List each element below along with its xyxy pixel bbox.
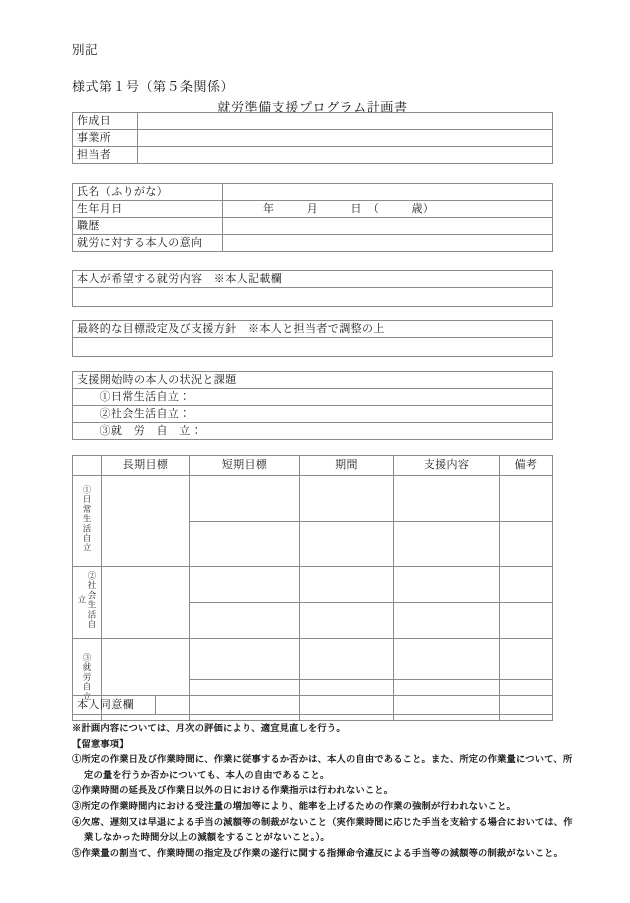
goals-category-label: ①日常生活自立 [82, 484, 92, 553]
table-row [73, 338, 553, 357]
person-info-table [72, 183, 553, 252]
goals-period-field[interactable] [300, 476, 394, 522]
table-row [73, 389, 553, 406]
indent-spacer [73, 406, 96, 423]
office-field[interactable] [138, 130, 553, 147]
goals-period-field[interactable] [300, 521, 394, 567]
goals-col-support: 支援内容 [394, 456, 500, 476]
table-header-row [73, 456, 553, 476]
table-row [73, 201, 553, 218]
goals-remarks-field[interactable] [500, 603, 553, 639]
table-row [73, 113, 553, 130]
goals-short-term-field[interactable] [190, 521, 300, 567]
note-item-2-line-1: ②作業時間の延長及び作業日以外の日における作業指示は行われないこと。 [72, 786, 394, 797]
work-intent-field[interactable] [223, 235, 553, 252]
desired-work-table [72, 270, 553, 307]
note-item-4-line-1: ④欠席、遅刻又は早退による手当の減額等の制裁がないこと（実作業時間に応じた手当を支給する場合においては、作 [72, 817, 573, 828]
table-row [73, 639, 553, 680]
table-row [73, 235, 553, 252]
table-row [73, 321, 553, 338]
status-item-employment[interactable]: ③就 労 自 立： [96, 423, 553, 440]
table-row [73, 423, 553, 440]
table-row [73, 288, 553, 307]
consent-table [72, 695, 553, 715]
goals-remarks-field[interactable] [500, 639, 553, 680]
creation-date-label: 作成日 [73, 113, 138, 130]
goals-long-term-field[interactable] [102, 476, 190, 567]
birthdate-age-unit: 歳） [411, 203, 435, 215]
work-history-label: 職歴 [73, 218, 223, 235]
goals-remarks-field[interactable] [500, 476, 553, 522]
goals-remarks-field[interactable] [500, 567, 553, 603]
note-item-4-line-2: 業しなかった時間分以上の減額をすることがないこと。）。 [84, 833, 330, 844]
form-number: 様式第１号（第５条関係） [72, 79, 235, 94]
staff-field[interactable] [138, 147, 553, 164]
table-row [73, 184, 553, 201]
indent-spacer [73, 389, 96, 406]
goals-short-term-field[interactable] [190, 603, 300, 639]
table-row [73, 567, 553, 603]
goals-short-term-field[interactable] [190, 476, 300, 522]
work-history-field[interactable] [223, 218, 553, 235]
birthdate-year-unit: 年 [263, 203, 275, 215]
final-goal-table [72, 320, 553, 357]
goals-category-label: ②社会生活自立 [77, 570, 97, 630]
birthdate-day-unit: 日 （ [350, 203, 380, 215]
table-row [73, 271, 553, 288]
office-label: 事業所 [73, 130, 138, 147]
note-item-5-line-1: ⑤作業量の割当て、作業時間の指定及び作業の遂行に関する指揮命令違反による手当等の減額等の制裁がないこと。 [72, 848, 564, 859]
goals-category-daily-life [73, 476, 102, 567]
status-table [72, 371, 553, 440]
goals-col-short-term: 短期目標 [190, 456, 300, 476]
goals-support-field[interactable] [394, 521, 500, 567]
page-title: 就労準備支援プログラム計画書 [217, 100, 408, 115]
goals-support-field[interactable] [394, 476, 500, 522]
note-item-1-line-2: 定の量を行うか否かについても、本人の自由であること。 [84, 770, 330, 781]
appendix-label: 別記 [72, 43, 99, 57]
table-row [73, 406, 553, 423]
name-label: 氏名（ふりがな） [73, 184, 223, 201]
goals-period-field[interactable] [300, 639, 394, 680]
table-row [73, 696, 553, 715]
note-item-1-line-1: ①所定の作業日及び作業時間に、作業に従事するか否かは、本人の自由であること。また、所定の作業量について、所 [72, 755, 573, 766]
goals-col-long-term: 長期目標 [102, 456, 190, 476]
status-item-daily-life[interactable]: ①日常生活自立： [96, 389, 553, 406]
work-intent-label: 就労に対する本人の意向 [73, 235, 223, 252]
table-row [73, 147, 553, 164]
notes-section [72, 722, 573, 862]
goals-col-period: 期間 [300, 456, 394, 476]
staff-label: 担当者 [73, 147, 138, 164]
desired-work-header: 本人が希望する就労内容 ※本人記載欄 [73, 271, 553, 288]
table-row [73, 372, 553, 389]
creation-date-field[interactable] [138, 113, 553, 130]
status-header: 支援開始時の本人の状況と課題 [73, 372, 553, 389]
goals-period-field[interactable] [300, 567, 394, 603]
final-goal-header: 最終的な目標設定及び支援方針 ※本人と担当者で調整の上 [73, 321, 553, 338]
consent-label: 本人同意欄 [73, 696, 156, 715]
review-note: ※計画内容については、月次の評価により、適宜見直しを行う。 [72, 724, 346, 734]
final-goal-field[interactable] [73, 338, 553, 357]
goals-col-remarks: 備考 [500, 456, 553, 476]
caution-header: 【留意事項】 [72, 739, 129, 750]
table-row [73, 218, 553, 235]
consent-field[interactable] [156, 696, 553, 715]
goals-support-field[interactable] [394, 603, 500, 639]
goals-category-social-life [73, 567, 102, 639]
birthdate-month-unit: 月 [306, 203, 319, 215]
desired-work-field[interactable] [73, 288, 553, 307]
goals-support-field[interactable] [394, 639, 500, 680]
goals-short-term-field[interactable] [190, 567, 300, 603]
status-item-social-life[interactable]: ②社会生活自立： [96, 406, 553, 423]
goals-remarks-field[interactable] [500, 521, 553, 567]
goals-period-field[interactable] [300, 603, 394, 639]
creation-info-table [72, 112, 553, 164]
table-row [73, 130, 553, 147]
table-row [73, 476, 553, 522]
goals-long-term-field[interactable] [102, 567, 190, 639]
note-item-3-line-1: ③所定の作業時間内における受注量の増加等により、能率を上げるための作業の強制が行われないこと。 [72, 801, 517, 812]
birthdate-label: 生年月日 [73, 201, 223, 218]
birthdate-field[interactable] [223, 201, 553, 218]
goals-category-label: ③就労自立 [82, 652, 92, 702]
indent-spacer [73, 423, 96, 440]
goals-short-term-field[interactable] [190, 639, 300, 680]
name-field[interactable] [223, 184, 553, 201]
goals-col-category [73, 456, 102, 476]
goals-table [72, 455, 553, 721]
goals-support-field[interactable] [394, 567, 500, 603]
